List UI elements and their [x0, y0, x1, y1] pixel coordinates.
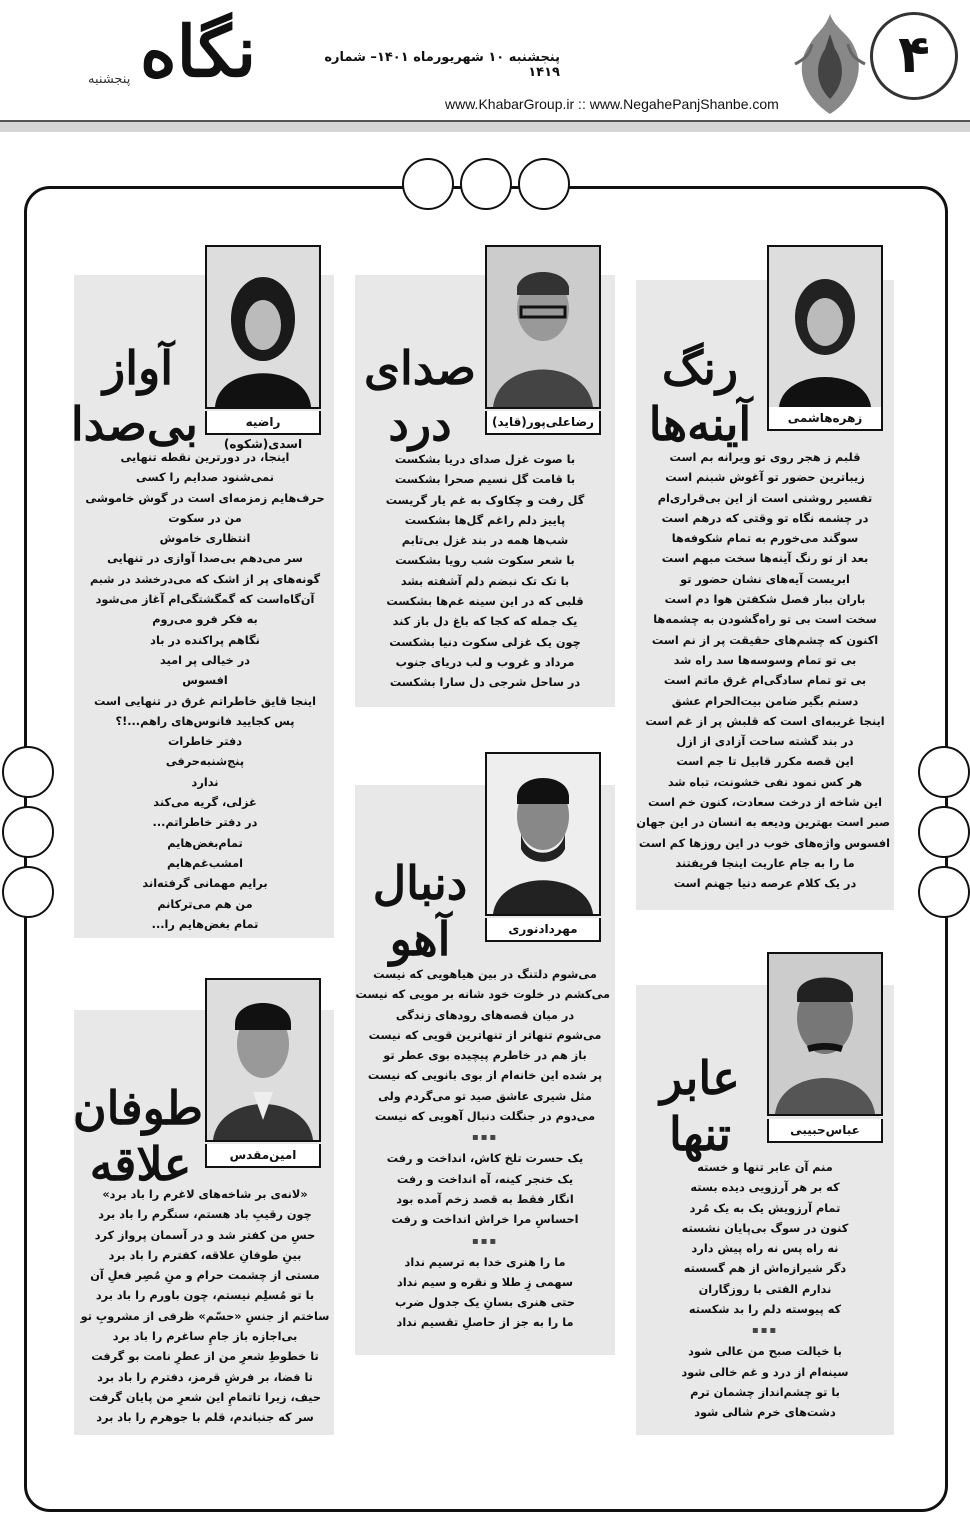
page-number: ۴: [870, 12, 958, 100]
poem-line: پاییز دلم راغم گل‌ها بشکست: [404, 513, 566, 527]
poem-line: دگر شیرازه‌اش از هم گسسته: [683, 1262, 847, 1276]
poem-line: حرف‌هایم زمزمه‌ای است در گوش خاموشی: [85, 491, 325, 505]
poem-line: بینِ طوفانِ علاقه، کفترم را باد برد: [108, 1248, 302, 1262]
poem-line: قلبی که در این سینه غم‌ها بشکست: [386, 595, 584, 609]
poem-line: گل رفت و چکاوک به غم یار گریست: [385, 493, 585, 507]
poem-line: حیف، زیرا تاتمامِ این شعرِ من پایان گرفت: [88, 1390, 321, 1404]
poem-line: در خیالی پر امید: [159, 653, 251, 667]
poem-line: بعد از تو رنگ آینه‌ها سخت مبهم است: [661, 552, 869, 566]
poem-line: قلبم ز هجر روی تو ویرانه بم است: [669, 451, 861, 464]
poet-name: مهرداد‌نوری: [485, 918, 601, 942]
poem-line: با تو مُسلِم نیستم، چون باورم را باد برد: [95, 1289, 315, 1303]
poem-line: با تک تک نبضم دلم آشفته بشد: [400, 574, 570, 588]
poet-name: زهره‌هاشمی: [767, 407, 883, 431]
poem-line: در بند گشته ساحت آزادی از ازل: [676, 735, 854, 749]
poem-line: منم آن عابر تنها و خسته: [697, 1161, 833, 1174]
poem-line: امشب‌غم‌هایم: [166, 856, 244, 870]
poem-line: احساسِ مرا خراش انداخت و رفت: [391, 1213, 579, 1227]
poem-line: ندارد: [191, 775, 219, 789]
newspaper-header: [0, 0, 970, 140]
poem-line: یک حسرت تلخ کاش، انداخت و رفت: [386, 1152, 584, 1166]
poem-line: تمام بغض‌هایم را...: [151, 917, 259, 931]
poem-line: یک جمله که کجا که باغ دل باز کند: [392, 615, 578, 629]
poem-line: با قامت گل نسیم صحرا بشکست: [394, 473, 576, 487]
poem-line: در یک کلام عرصه دنیا جهنم است: [673, 877, 857, 891]
poem-line: تا فضا، بر فرشِ قرمز، دفترم را باد برد: [97, 1370, 313, 1384]
poem-line: پس کجایید فانوس‌های راهم...!؟: [115, 714, 295, 728]
poem-line: سوگند می‌خورم به تمام شکوفه‌ها: [671, 532, 859, 546]
poem-line: ابریست آیه‌های نشان حضور تو: [680, 572, 850, 586]
logo-main-text: نگاه: [140, 10, 257, 93]
poem-line: باز هم در خاطرم پیچیده بوی عطر تو: [383, 1049, 587, 1063]
poem-line: سر که جنباندم، قلم با جوهرم را باد برد: [96, 1411, 314, 1425]
poem-line: ساختم از جنسِ «حسّم» ظرفی از مشروبِ تو: [80, 1309, 330, 1323]
poem-line: می‌دوم در جنگلت دنبال آهویی که نیست: [374, 1110, 596, 1124]
poem-line: ما را به جام عاریت اینجا فریفتند: [675, 856, 855, 870]
poet-photo: [485, 752, 601, 916]
frame-circle-right: [918, 746, 970, 798]
poet-photo: [767, 952, 883, 1116]
poet-photo: [485, 245, 601, 409]
poet-name: عباس‌حبیبی: [767, 1119, 883, 1143]
frame-circle-left: [2, 866, 54, 918]
stanza-separator: ▪▪▪: [471, 1235, 499, 1247]
poem-line: بی‌اجازه باز جامِ ساغرم را باد برد: [112, 1330, 298, 1344]
poem-line: در میان قصه‌های رودهای زندگی: [395, 1008, 575, 1022]
poem-text: [355, 965, 610, 1334]
poem-line: تفسیر روشنی است از این بی‌قراری‌ام: [657, 491, 873, 505]
poem-line: این قصه مکرر قابیل تا جم است: [676, 755, 854, 769]
poem-line: صبر است بهترین ودیعه به انسان در این جهان: [636, 816, 890, 830]
poem-line: در دفتر خاطراتم...: [152, 816, 258, 830]
poem-line: اینجا، در دورترین نقطه تنهایی: [120, 451, 290, 464]
website-urls: www.KhabarGroup.ir :: www.NegahePanjShanbe.com: [445, 96, 779, 112]
poem-line: حتی هنری بسانِ یک جدول ضرب: [395, 1296, 575, 1310]
poem-line: تمام‌بغض‌هایم: [167, 836, 243, 850]
poem-line: برایم مهمانی گرفته‌اند: [142, 877, 268, 891]
poem-line: بی تو تمام سادگی‌ام غرق ماتم است: [663, 674, 867, 688]
poem-line: در چشمه نگاه تو وقتی که درهم است: [661, 511, 869, 525]
poet-photo: [767, 245, 883, 409]
poem-line: مرداد و غروب و لب دریای جنوب: [395, 655, 575, 669]
poem-line: غزلی، گریه می‌کند: [153, 796, 257, 810]
poem-text: [80, 448, 330, 935]
poem-line: با شعر سکوت شب رویا بشکست: [395, 554, 575, 568]
poem-line: نمی‌شنود صدایم را کسی: [136, 471, 274, 485]
poem-line: انگار فقط به قصد زخم آمده بود: [396, 1192, 574, 1206]
poem-line: هر کس نمود نفی خشونت، تباه شد: [667, 775, 863, 789]
poem-line: ندارم الفتی با روزگاران: [698, 1282, 832, 1296]
poem-line: ما را هنری خدا به ترسیم نداد: [404, 1255, 566, 1269]
poem-text: [360, 450, 610, 694]
newspaper-logo: [70, 10, 290, 120]
poem-line: نگاهم پراکنده در باد: [150, 633, 260, 647]
poem-title: آواز بی‌صدا: [70, 341, 198, 451]
poet-name: راضیه اسدی(شکوه): [205, 411, 321, 435]
frame-circle-right: [918, 866, 970, 918]
poem-line: با خیالت صبح من عالی شود: [688, 1345, 842, 1359]
poem-line: اکنون که چشم‌های حقیقت پر از نم است: [651, 633, 879, 647]
poem-line: شب‌ها همه در بند غزل بی‌تابم: [401, 534, 569, 548]
poem-line: این شاخه از درخت سعادت، کنون خم است: [648, 796, 882, 810]
poem-line: با تو چشم‌انداز چشمان ترم: [690, 1385, 840, 1399]
poem-line: که پیوسته دلم را بد شکسته: [688, 1303, 842, 1317]
stanza-separator: ▪▪▪: [471, 1132, 499, 1144]
poem-title: صدای درد: [364, 341, 476, 451]
poem-line: که بر هر آرزویی دیده بسته: [690, 1181, 840, 1195]
poem-line: پر شده این خانه‌ام از بوی بانویی که نیست: [367, 1069, 603, 1083]
poem-line: مستی از چشمت حرام و منِ مُصِر فعلِ آن: [90, 1269, 320, 1283]
poem-line: مثل شیری عاشق صید تو می‌گردم ولی: [378, 1089, 592, 1103]
poem-line: افسوس: [182, 674, 228, 688]
poem-line: انتظاری خاموش: [159, 532, 251, 546]
poem-text: [80, 1185, 330, 1429]
stanza-separator: ▪▪▪: [751, 1325, 779, 1337]
poem-line: می‌شوم دلتنگ در بین هیاهویی که نیست: [373, 968, 597, 981]
poem-text: [636, 448, 890, 895]
phoenix-ornament-icon: [790, 4, 870, 124]
poem-title: دنبال آهو: [372, 856, 468, 966]
poem-line: کنون در سوگ بی‌پایان نشسته: [681, 1221, 849, 1235]
poem-title: عابر تنها: [660, 1051, 740, 1161]
poem-line: سینه‌ام از درد و غم خالی شود: [681, 1365, 849, 1379]
poem-line: چون یک غزلی سکوت دنیا بشکست: [389, 635, 581, 649]
poem-line: سر می‌دهم بی‌صدا آوازی در تنهایی: [107, 552, 303, 566]
poem-line: ما را به جز از حاصلِ تقسیم نداد: [396, 1316, 574, 1330]
poet-photo: [205, 978, 321, 1142]
poem-line: به فکر فرو می‌روم: [152, 613, 258, 627]
poet-name: رضاعلی‌پور(قاید): [485, 411, 601, 435]
poem-line: زیباترین حضور تو آغوش شبنم است: [665, 471, 865, 485]
frame-circle-top: [460, 158, 512, 210]
frame-circle-left: [2, 746, 54, 798]
poem-line: اینجا غریبه‌ای است که قلبش پر از غم است: [645, 714, 885, 728]
poem-line: دشت‌های خرم شالی شود: [694, 1406, 836, 1420]
poem-line: گونه‌های پر از اشک که می‌درخشد در شبم: [89, 572, 321, 586]
frame-circle-top: [518, 158, 570, 210]
frame-circle-left: [2, 806, 54, 858]
poem-line: سخت است بی تو راه‌گشودن به چشمه‌ها: [653, 613, 877, 627]
poem-line: افسوس واژه‌های خوب در این روزها کم است: [638, 836, 890, 850]
frame-circle-top: [402, 158, 454, 210]
poem-line: می‌شوم تنهاتر از تنهاترین قویی که نیست: [368, 1028, 602, 1042]
logo-sub-text: پنجشنبه: [88, 72, 131, 87]
poem-text: [640, 1158, 890, 1424]
poem-line: در ساحل شرجی دل سارا بشکست: [389, 676, 581, 690]
poem-line: یک خنجر کینه، آه انداخت و رفت: [396, 1172, 574, 1186]
poem-line: دستم بگیر ضامن بیت‌الحرام عشق: [671, 694, 859, 708]
poem-line: دفتر خاطرات: [167, 735, 243, 749]
poem-line: «لانه‌ی بر شاخه‌های لاغرم را باد برد»: [102, 1188, 308, 1201]
poem-line: تمام آرزویش یک به یک مُرد: [689, 1201, 841, 1215]
poem-line: با صوت غزل صدای دریا بشکست: [394, 453, 576, 466]
poem-line: می‌کشم در خلوت خود شانه بر مویی که نیست: [355, 988, 610, 1002]
poem-line: پنج‌شنبه‌حرفی: [165, 755, 245, 769]
poem-line: چون رقیبِ باد هستم، سنگرم را باد برد: [98, 1208, 312, 1222]
poem-line: حسِ من کفتر شد و در آسمان پرواز کرد: [94, 1228, 316, 1242]
poem-line: آن‌گاه‌است که گمگشتگی‌ام آغاز می‌شود: [95, 593, 315, 607]
frame-circle-right: [918, 806, 970, 858]
poem-line: من در سکوت: [168, 511, 242, 525]
poem-line: من هم می‌ترکانم: [157, 897, 253, 911]
poet-name: امین‌مقدس: [205, 1144, 321, 1168]
poem-line: باران ببار فصل شکفتن هوا دم است: [664, 593, 866, 607]
poem-line: سهمی زِ طلا و نقره و سیم نداد: [397, 1275, 573, 1289]
poem-line: بی تو تمام وسوسه‌ها سد راه شد: [673, 653, 857, 667]
poem-line: اینجا قایق خاطراتم غرق در تنهایی است: [93, 694, 317, 708]
poem-line: نه راه پس نه راه پیش دارد: [691, 1242, 839, 1256]
poem-title: طوفان علاقه: [72, 1081, 203, 1191]
poem-title: رنگ آینه‌ها: [648, 341, 752, 451]
poem-line: تا خطوطِ شعرِ من از عطرِ نامت بو گرفت: [91, 1350, 319, 1364]
poet-photo: [205, 245, 321, 409]
date-issue: پنجشنبه ۱۰ شهریورماه ۱۴۰۱– شماره ۱۴۱۹: [324, 50, 560, 80]
